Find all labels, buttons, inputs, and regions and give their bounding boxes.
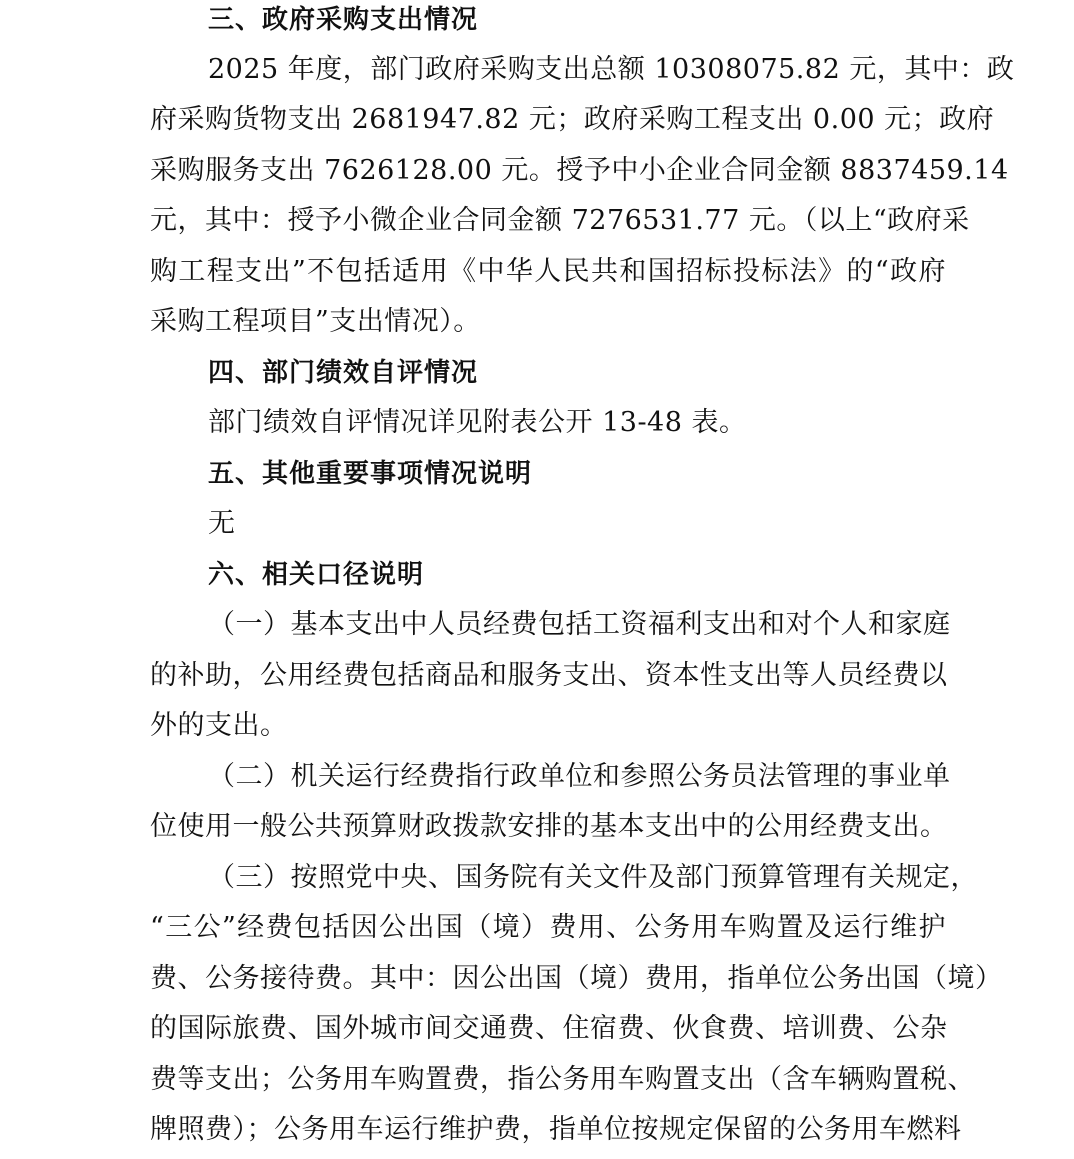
section-heading-performance: 四、部门绩效自评情况	[208, 358, 479, 388]
paragraph-line: 采购工程项目”支出情况）。	[150, 306, 481, 337]
paragraph-line: 费等支出；公务用车购置费，指公务用车购置支出（含车辆购置税、	[150, 1064, 975, 1095]
paragraph-line: 2025 年度，部门政府采购支出总额 10308075.82 元，其中：政	[208, 54, 1015, 85]
paragraph-line: 的补助，公用经费包括商品和服务支出、资本性支出等人员经费以	[150, 660, 948, 691]
paragraph-line: “三公”经费包括因公出国（境）费用、公务用车购置及运行维护	[150, 912, 946, 943]
paragraph-line: 外的支出。	[150, 710, 288, 741]
paragraph-line: 府采购货物支出 2681947.82 元；政府采购工程支出 0.00 元；政府	[150, 104, 995, 135]
paragraph-line: 位使用一般公共预算财政拨款安排的基本支出中的公用经费支出。	[150, 811, 948, 842]
paragraph-line: 购工程支出”不包括适用《中华人民共和国招标投标法》的“政府	[150, 256, 946, 287]
paragraph-line: 部门绩效自评情况详见附表公开 13-48 表。	[208, 407, 747, 438]
paragraph-line: （二）机关运行经费指行政单位和参照公务员法管理的事业单	[208, 761, 951, 792]
section-heading-other-matters: 五、其他重要事项情况说明	[208, 459, 533, 489]
paragraph-line: 费、公务接待费。其中：因公出国（境）费用，指单位公务出国（境）	[150, 963, 1003, 994]
section-heading-definitions: 六、相关口径说明	[208, 560, 425, 590]
paragraph-line: 元，其中：授予小微企业合同金额 7276531.77 元。（以上“政府采	[150, 205, 970, 236]
paragraph-line: （三）按照党中央、国务院有关文件及部门预算管理有关规定，	[208, 862, 978, 893]
section-heading-procurement: 三、政府采购支出情况	[208, 5, 479, 35]
paragraph-line: 的国际旅费、国外城市间交通费、住宿费、伙食费、培训费、公杂	[150, 1013, 948, 1044]
paragraph-line: 牌照费）；公务用车运行维护费，指单位按规定保留的公务用车燃料	[150, 1114, 962, 1145]
paragraph-line: 采购服务支出 7626128.00 元。授予中小企业合同金额 8837459.14	[150, 155, 1009, 186]
paragraph-line: 无	[208, 508, 236, 539]
paragraph-line: （一）基本支出中人员经费包括工资福利支出和对个人和家庭	[208, 609, 951, 640]
